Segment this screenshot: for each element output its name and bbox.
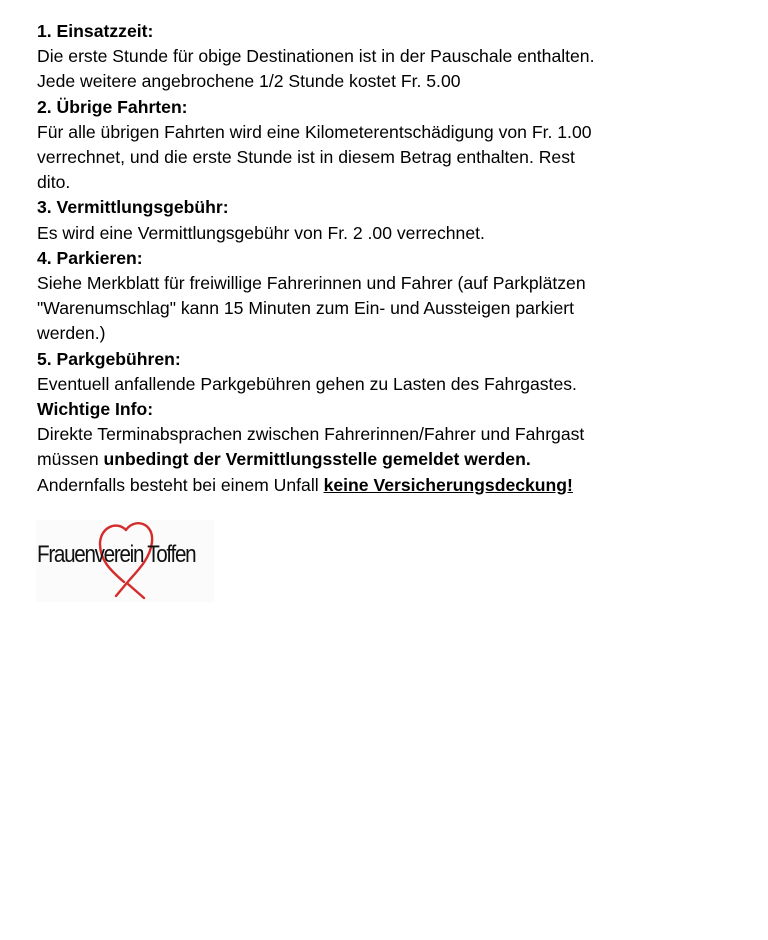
section-2-line-3: dito. (37, 172, 71, 193)
section-2-line-1: Für alle übrigen Fahrten wird eine Kilometerentschädigung von Fr. 1.00 (37, 121, 592, 142)
frauenverein-logo (36, 520, 214, 602)
document-body (37, 19, 737, 498)
info-line-3-prefix: Andernfalls besteht bei einem Unfall (37, 474, 324, 495)
info-line-2-emphasis: unbedingt der Vermittlungsstelle gemeldet werden. (103, 449, 531, 470)
section-5-heading: 5. Parkgebühren: (37, 348, 181, 369)
section-1-line-2: Jede weitere angebrochene 1/2 Stunde kostet Fr. 5.00 (37, 71, 461, 92)
section-2-line-2: verrechnet, und die erste Stunde ist in diesem Betrag enthalten. Rest (37, 147, 575, 168)
info-line-2 (37, 447, 737, 472)
section-4-line-3: werden.) (37, 323, 106, 344)
section-3-line-1: Es wird eine Vermittlungsgebühr von Fr. 2 .00 verrechnet. (37, 222, 485, 243)
section-1-heading: 1. Einsatzzeit: (37, 21, 154, 41)
section-4-line-1: Siehe Merkblatt für freiwillige Fahrerinnen und Fahrer (auf Parkplätzen (37, 273, 586, 294)
info-heading: Wichtige Info: (37, 399, 154, 420)
section-5-line-1: Eventuell anfallende Parkgebühren gehen zu Lasten des Fahrgastes. (37, 373, 577, 394)
info-line-1: Direkte Terminabsprachen zwischen Fahrerinnen/Fahrer und Fahrgast (37, 424, 585, 445)
logo-text: Frauenverein Toffen (37, 541, 196, 568)
info-line-3-warning: keine Versicherungsdeckung! (323, 474, 573, 495)
section-2-heading: 2. Übrige Fahrten: (37, 96, 188, 117)
section-1-line-1: Die erste Stunde für obige Destinationen ist in der Pauschale enthalten. (37, 46, 595, 67)
info-line-2-prefix: müssen (37, 449, 104, 470)
info-line-3 (37, 473, 737, 498)
section-4-line-2: "Warenumschlag" kann 15 Minuten zum Ein- und Aussteigen parkiert (37, 298, 574, 319)
section-3-heading: 3. Vermittlungsgebühr: (37, 197, 229, 218)
section-4-heading: 4. Parkieren: (37, 247, 143, 268)
